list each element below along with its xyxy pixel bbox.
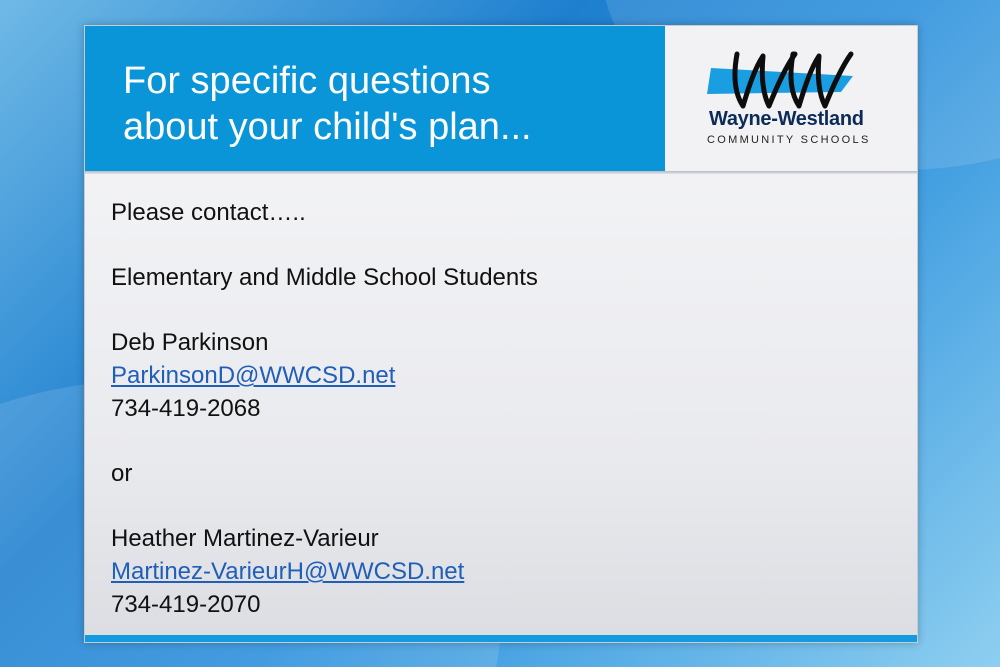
contact-email-link[interactable]: Martinez-VarieurH@WWCSD.net bbox=[111, 558, 465, 585]
ww-logo-icon bbox=[703, 46, 878, 112]
page-title: For specific questions about your child's plan... bbox=[123, 60, 532, 148]
contact-phone: 734-419-2070 bbox=[111, 591, 261, 618]
intro-text: Please contact….. bbox=[111, 199, 306, 226]
contact-phone: 734-419-2068 bbox=[111, 395, 261, 422]
header-band bbox=[85, 26, 665, 171]
school-logo bbox=[665, 26, 917, 171]
contact-name: Heather Martinez-Varieur bbox=[111, 525, 379, 552]
contact-content bbox=[111, 196, 891, 621]
footer-bar bbox=[85, 635, 917, 642]
contact-email-link[interactable]: ParkinsonD@WWCSD.net bbox=[111, 362, 396, 389]
separator-text: or bbox=[111, 460, 133, 487]
slide bbox=[84, 25, 918, 643]
audience-text: Elementary and Middle School Students bbox=[111, 264, 538, 291]
logo-name: Wayne-Westland bbox=[709, 108, 864, 130]
contact-name: Deb Parkinson bbox=[111, 329, 269, 356]
logo-subtitle: COMMUNITY SCHOOLS bbox=[707, 134, 871, 146]
header-divider bbox=[85, 171, 917, 174]
